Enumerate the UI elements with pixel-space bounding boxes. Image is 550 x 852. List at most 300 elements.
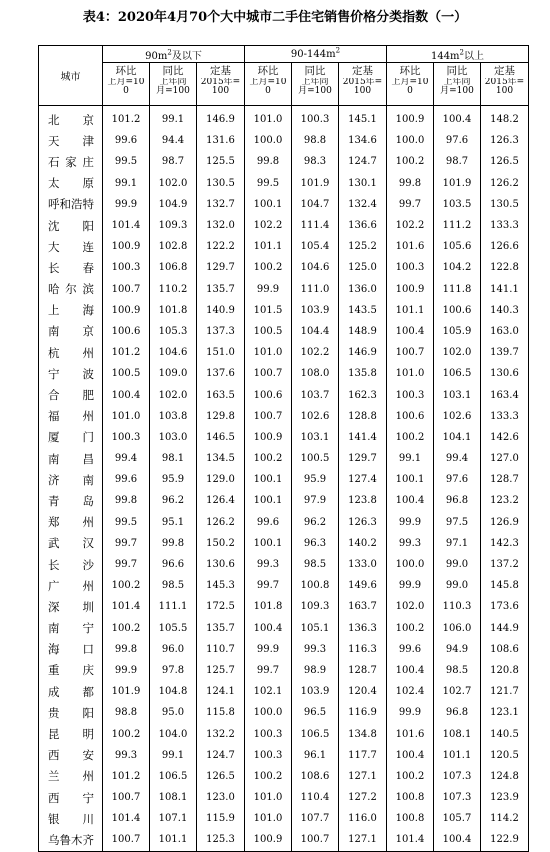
index-value-cell: 100.9	[245, 829, 292, 851]
index-value-cell: 123.0	[197, 787, 245, 808]
index-value-cell: 115.8	[197, 702, 245, 723]
table-row	[39, 279, 529, 300]
index-value-cell: 100.7	[387, 342, 434, 363]
index-value-cell: 100.4	[387, 745, 434, 766]
table-row	[39, 236, 529, 257]
index-value-cell: 129.8	[197, 406, 245, 427]
index-value-cell: 117.7	[339, 745, 387, 766]
index-value-cell: 100.4	[103, 384, 150, 405]
index-value-cell: 137.2	[481, 554, 529, 575]
index-value-cell: 122.8	[481, 257, 529, 278]
index-value-cell: 97.8	[150, 660, 197, 681]
index-value-cell: 101.6	[387, 236, 434, 257]
index-value-cell: 99.3	[387, 533, 434, 554]
index-value-cell: 122.9	[481, 829, 529, 851]
index-value-cell: 102.7	[434, 681, 481, 702]
index-value-cell: 100.2	[245, 766, 292, 787]
table-row	[39, 300, 529, 321]
city-name-cell: 乌鲁木齐	[39, 829, 103, 851]
index-value-cell: 99.7	[245, 575, 292, 596]
index-value-cell: 146.9	[339, 342, 387, 363]
index-value-cell: 104.6	[292, 257, 339, 278]
index-value-cell: 102.6	[434, 406, 481, 427]
index-value-cell: 99.1	[150, 745, 197, 766]
index-value-cell: 163.4	[481, 384, 529, 405]
index-value-cell: 129.7	[197, 257, 245, 278]
index-value-cell: 122.2	[197, 236, 245, 257]
index-value-cell: 111.8	[434, 279, 481, 300]
index-value-cell: 110.7	[197, 639, 245, 660]
city-name-cell: 长春	[39, 257, 103, 278]
city-name-cell: 济南	[39, 469, 103, 490]
index-value-cell: 115.9	[197, 808, 245, 829]
index-value-cell: 130.5	[197, 173, 245, 194]
index-value-cell: 172.5	[197, 596, 245, 617]
index-value-cell: 104.9	[150, 194, 197, 215]
index-value-cell: 99.4	[434, 448, 481, 469]
city-name-cell: 成都	[39, 681, 103, 702]
index-value-cell: 97.1	[434, 533, 481, 554]
index-value-cell: 102.2	[245, 215, 292, 236]
base-header-fixed-base	[339, 78, 387, 106]
index-value-cell: 99.9	[387, 702, 434, 723]
index-value-cell: 98.1	[150, 448, 197, 469]
table-row	[39, 106, 529, 131]
index-value-cell: 102.4	[387, 681, 434, 702]
index-value-cell: 103.1	[434, 384, 481, 405]
index-value-cell: 125.5	[197, 151, 245, 172]
index-value-cell: 101.6	[387, 723, 434, 744]
index-value-cell: 103.9	[292, 300, 339, 321]
base-header-line: 100	[495, 86, 514, 96]
index-value-cell: 101.8	[150, 300, 197, 321]
index-value-cell: 141.4	[339, 427, 387, 448]
index-value-cell: 136.6	[339, 215, 387, 236]
base-header-mom	[103, 78, 150, 106]
index-value-cell: 100.4	[434, 106, 481, 131]
index-value-cell: 111.2	[434, 215, 481, 236]
index-value-cell: 100.9	[103, 236, 150, 257]
index-value-cell: 106.0	[434, 618, 481, 639]
table-row	[39, 448, 529, 469]
index-value-cell: 130.5	[481, 194, 529, 215]
index-value-cell: 101.1	[245, 236, 292, 257]
city-name-cell: 杭州	[39, 342, 103, 363]
base-header-fixed-base	[197, 78, 245, 106]
index-value-cell: 145.3	[197, 575, 245, 596]
index-value-cell: 106.8	[150, 257, 197, 278]
index-value-cell: 109.0	[150, 363, 197, 384]
index-value-cell: 143.5	[339, 300, 387, 321]
index-value-cell: 105.7	[434, 808, 481, 829]
city-name-cell: 大连	[39, 236, 103, 257]
index-value-cell: 102.0	[150, 384, 197, 405]
index-value-cell: 100.4	[434, 829, 481, 851]
index-value-cell: 107.7	[292, 808, 339, 829]
index-value-cell: 134.6	[339, 130, 387, 151]
table-row	[39, 406, 529, 427]
index-value-cell: 121.7	[481, 681, 529, 702]
city-name-cell: 南宁	[39, 618, 103, 639]
city-name-cell: 合肥	[39, 384, 103, 405]
index-value-cell: 98.3	[292, 151, 339, 172]
base-header-line: 0	[123, 86, 129, 96]
index-value-cell: 100.7	[292, 829, 339, 851]
index-value-cell: 105.5	[150, 618, 197, 639]
index-value-cell: 142.6	[481, 427, 529, 448]
index-value-cell: 99.6	[103, 130, 150, 151]
city-name-cell: 重庆	[39, 660, 103, 681]
index-value-cell: 94.9	[434, 639, 481, 660]
index-value-cell: 135.7	[197, 618, 245, 639]
index-value-cell: 102.0	[387, 596, 434, 617]
index-value-cell: 127.4	[339, 469, 387, 490]
index-value-cell: 95.0	[150, 702, 197, 723]
table-row	[39, 342, 529, 363]
index-value-cell: 123.1	[481, 702, 529, 723]
table-row	[39, 173, 529, 194]
city-name-cell: 呼和浩特	[39, 194, 103, 215]
city-name-cell: 西宁	[39, 787, 103, 808]
index-value-cell: 150.2	[197, 533, 245, 554]
index-value-cell: 111.1	[150, 596, 197, 617]
page-title: 表4：2020年4月70个大中城市二手住宅销售价格分类指数（一）	[82, 10, 468, 25]
index-value-cell: 109.3	[150, 215, 197, 236]
index-value-cell: 126.3	[339, 512, 387, 533]
base-header-row	[39, 78, 529, 106]
index-value-cell: 100.9	[103, 300, 150, 321]
index-value-cell: 106.5	[434, 363, 481, 384]
index-value-cell: 128.7	[481, 469, 529, 490]
index-value-cell: 126.9	[481, 512, 529, 533]
index-value-cell: 100.8	[387, 808, 434, 829]
sub-header-yoy: 同比	[434, 63, 481, 79]
base-header-line: 2015年=	[342, 78, 383, 87]
sub-header-row	[39, 63, 529, 79]
index-value-cell: 100.3	[245, 723, 292, 744]
city-name-cell: 天津	[39, 130, 103, 151]
index-value-cell: 98.5	[434, 660, 481, 681]
base-header-line: 月=100	[298, 86, 332, 96]
index-value-cell: 111.0	[292, 279, 339, 300]
index-value-cell: 99.9	[387, 575, 434, 596]
index-value-cell: 103.7	[292, 384, 339, 405]
index-value-cell: 101.9	[103, 681, 150, 702]
index-value-cell: 102.0	[150, 173, 197, 194]
index-value-cell: 100.2	[103, 618, 150, 639]
base-header-yoy	[434, 78, 481, 106]
base-header-line: 0	[407, 86, 413, 96]
index-value-cell: 105.9	[434, 321, 481, 342]
index-value-cell: 100.2	[387, 151, 434, 172]
index-value-cell: 162.3	[339, 384, 387, 405]
index-value-cell: 96.2	[150, 490, 197, 511]
index-value-cell: 96.1	[292, 745, 339, 766]
table-body	[39, 106, 529, 852]
table-row	[39, 215, 529, 236]
index-value-cell: 133.3	[481, 406, 529, 427]
index-value-cell: 116.0	[339, 808, 387, 829]
base-header-yoy	[150, 78, 197, 106]
base-header-line: 2015年=	[200, 78, 241, 87]
index-value-cell: 100.6	[434, 300, 481, 321]
index-value-cell: 99.0	[434, 554, 481, 575]
city-name-cell: 广州	[39, 575, 103, 596]
index-value-cell: 148.2	[481, 106, 529, 131]
index-value-cell: 103.0	[150, 427, 197, 448]
index-value-cell: 125.3	[197, 829, 245, 851]
base-header-line: 月=100	[156, 86, 190, 96]
index-value-cell: 135.8	[339, 363, 387, 384]
index-value-cell: 102.2	[387, 215, 434, 236]
index-value-cell: 140.5	[481, 723, 529, 744]
index-value-cell: 146.9	[197, 106, 245, 131]
sub-header-yoy: 同比	[150, 63, 197, 79]
index-value-cell: 173.6	[481, 596, 529, 617]
index-value-cell: 100.3	[292, 106, 339, 131]
index-value-cell: 96.5	[292, 702, 339, 723]
index-value-cell: 98.7	[150, 151, 197, 172]
base-header-line: 月=100	[440, 86, 474, 96]
index-value-cell: 99.8	[150, 533, 197, 554]
index-value-cell: 127.1	[339, 829, 387, 851]
index-value-cell: 123.2	[481, 490, 529, 511]
index-value-cell: 116.3	[339, 639, 387, 660]
index-value-cell: 99.8	[103, 639, 150, 660]
group-header-under-90: $90m^2$及以下	[103, 46, 245, 63]
index-value-cell: 120.4	[339, 681, 387, 702]
index-value-cell: 130.6	[197, 554, 245, 575]
index-value-cell: 126.2	[481, 173, 529, 194]
index-value-cell: 105.1	[292, 618, 339, 639]
index-value-cell: 100.1	[387, 469, 434, 490]
index-value-cell: 101.4	[103, 808, 150, 829]
index-value-cell: 101.0	[387, 363, 434, 384]
city-name-cell: 哈尔滨	[39, 279, 103, 300]
index-value-cell: 108.1	[434, 723, 481, 744]
index-value-cell: 98.5	[292, 554, 339, 575]
city-name-cell: 南昌	[39, 448, 103, 469]
sub-header-mom: 环比	[103, 63, 150, 79]
index-value-cell: 163.7	[339, 596, 387, 617]
index-value-cell: 102.1	[245, 681, 292, 702]
table-row	[39, 702, 529, 723]
city-name-cell: 南京	[39, 321, 103, 342]
index-value-cell: 145.1	[339, 106, 387, 131]
index-value-cell: 100.2	[245, 257, 292, 278]
index-value-cell: 100.5	[103, 363, 150, 384]
city-name-cell: 上海	[39, 300, 103, 321]
index-value-cell: 127.1	[339, 766, 387, 787]
index-value-cell: 135.7	[197, 279, 245, 300]
index-value-cell: 101.9	[434, 173, 481, 194]
city-name-cell: 武汉	[39, 533, 103, 554]
sub-header-mom: 环比	[387, 63, 434, 79]
index-value-cell: 116.9	[339, 702, 387, 723]
index-value-cell: 97.5	[434, 512, 481, 533]
index-value-cell: 124.1	[197, 681, 245, 702]
index-value-cell: 146.5	[197, 427, 245, 448]
index-value-cell: 95.9	[150, 469, 197, 490]
index-value-cell: 131.6	[197, 130, 245, 151]
index-value-cell: 98.8	[103, 702, 150, 723]
index-value-cell: 120.5	[481, 745, 529, 766]
index-value-cell: 99.7	[103, 533, 150, 554]
index-value-cell: 96.0	[150, 639, 197, 660]
index-value-cell: 140.2	[339, 533, 387, 554]
index-value-cell: 100.9	[387, 279, 434, 300]
city-name-cell: 西安	[39, 745, 103, 766]
index-value-cell: 104.1	[434, 427, 481, 448]
table-row	[39, 151, 529, 172]
index-value-cell: 100.0	[245, 130, 292, 151]
index-value-cell: 106.5	[150, 766, 197, 787]
index-value-cell: 127.0	[481, 448, 529, 469]
index-value-cell: 108.6	[481, 639, 529, 660]
index-value-cell: 120.8	[481, 660, 529, 681]
city-name-cell: 昆明	[39, 723, 103, 744]
index-value-cell: 108.6	[292, 766, 339, 787]
base-header-line: 上年同	[159, 78, 187, 87]
index-value-cell: 103.8	[150, 406, 197, 427]
index-value-cell: 99.1	[150, 106, 197, 131]
index-value-cell: 132.7	[197, 194, 245, 215]
city-name-cell: 北京	[39, 106, 103, 131]
base-header-mom	[245, 78, 292, 106]
city-name-cell: 海口	[39, 639, 103, 660]
index-value-cell: 100.3	[387, 384, 434, 405]
index-value-cell: 100.8	[292, 575, 339, 596]
index-value-cell: 102.8	[150, 236, 197, 257]
index-value-cell: 136.3	[339, 618, 387, 639]
index-value-cell: 100.7	[103, 787, 150, 808]
table-header	[39, 46, 529, 106]
table-row	[39, 533, 529, 554]
base-header-fixed-base	[481, 78, 529, 106]
table-row	[39, 723, 529, 744]
index-value-cell: 95.1	[150, 512, 197, 533]
index-value-cell: 137.6	[197, 363, 245, 384]
index-value-cell: 103.1	[292, 427, 339, 448]
table-row	[39, 130, 529, 151]
table-row	[39, 639, 529, 660]
sub-header-fixed-base: 定基	[339, 63, 387, 79]
index-value-cell: 99.8	[103, 490, 150, 511]
group-header-over-144: $144m^2$以上	[387, 46, 529, 63]
base-header-line: 2015年=	[484, 78, 525, 87]
index-value-cell: 123.8	[339, 490, 387, 511]
sub-header-fixed-base: 定基	[197, 63, 245, 79]
table-row	[39, 384, 529, 405]
base-header-line: 0	[265, 86, 271, 96]
index-value-cell: 144.9	[481, 618, 529, 639]
city-name-cell: 兰州	[39, 766, 103, 787]
index-value-cell: 99.6	[245, 512, 292, 533]
table-row	[39, 745, 529, 766]
index-value-cell: 100.4	[387, 490, 434, 511]
index-value-cell: 145.8	[481, 575, 529, 596]
city-name-cell: 厦门	[39, 427, 103, 448]
index-value-cell: 129.7	[339, 448, 387, 469]
index-value-cell: 99.9	[245, 279, 292, 300]
index-value-cell: 133.0	[339, 554, 387, 575]
index-value-cell: 132.2	[197, 723, 245, 744]
base-header-line: 上月=10	[107, 78, 145, 87]
index-value-cell: 99.3	[292, 639, 339, 660]
index-value-cell: 163.0	[481, 321, 529, 342]
index-value-cell: 100.4	[387, 321, 434, 342]
index-value-cell: 101.5	[245, 300, 292, 321]
city-name-cell: 石家庄	[39, 151, 103, 172]
index-value-cell: 124.7	[197, 745, 245, 766]
index-value-cell: 101.1	[387, 300, 434, 321]
index-value-cell: 126.3	[481, 130, 529, 151]
index-value-cell: 99.6	[103, 469, 150, 490]
index-value-cell: 101.4	[387, 829, 434, 851]
index-value-cell: 98.9	[292, 660, 339, 681]
table-row	[39, 257, 529, 278]
index-value-cell: 104.7	[292, 194, 339, 215]
index-value-cell: 98.8	[292, 130, 339, 151]
index-value-cell: 99.5	[103, 151, 150, 172]
index-value-cell: 104.4	[292, 321, 339, 342]
index-value-cell: 99.9	[387, 512, 434, 533]
table-row	[39, 787, 529, 808]
base-header-line: 上年同	[301, 78, 329, 87]
index-value-cell: 111.4	[292, 215, 339, 236]
index-value-cell: 100.6	[387, 406, 434, 427]
index-value-cell: 149.6	[339, 575, 387, 596]
index-value-cell: 98.7	[434, 151, 481, 172]
table-row	[39, 512, 529, 533]
index-value-cell: 101.8	[245, 596, 292, 617]
index-value-cell: 104.6	[150, 342, 197, 363]
index-value-cell: 101.1	[434, 745, 481, 766]
index-value-cell: 99.3	[103, 745, 150, 766]
index-value-cell: 136.0	[339, 279, 387, 300]
index-value-cell: 100.9	[245, 427, 292, 448]
city-name-cell: 青岛	[39, 490, 103, 511]
index-value-cell: 100.3	[387, 257, 434, 278]
index-value-cell: 100.7	[103, 829, 150, 851]
index-value-cell: 99.1	[103, 173, 150, 194]
index-value-cell: 126.2	[197, 512, 245, 533]
table-row	[39, 618, 529, 639]
index-value-cell: 101.0	[245, 106, 292, 131]
city-column-header: 城市	[39, 46, 103, 106]
index-value-cell: 100.1	[245, 533, 292, 554]
table-row	[39, 194, 529, 215]
index-value-cell: 99.9	[245, 639, 292, 660]
table-row	[39, 681, 529, 702]
index-value-cell: 100.0	[387, 130, 434, 151]
table-row	[39, 321, 529, 342]
index-value-cell: 104.0	[150, 723, 197, 744]
index-value-cell: 107.3	[434, 766, 481, 787]
index-value-cell: 124.8	[481, 766, 529, 787]
table-row	[39, 363, 529, 384]
index-value-cell: 100.6	[103, 321, 150, 342]
city-name-cell: 银川	[39, 808, 103, 829]
index-value-cell: 100.8	[387, 787, 434, 808]
index-value-cell: 107.1	[150, 808, 197, 829]
index-value-cell: 100.4	[245, 618, 292, 639]
group-header-90-144: $90-144m^2$	[245, 46, 387, 63]
index-value-cell: 100.2	[103, 723, 150, 744]
index-value-cell: 125.7	[197, 660, 245, 681]
index-value-cell: 101.2	[103, 106, 150, 131]
index-value-cell: 101.0	[245, 787, 292, 808]
